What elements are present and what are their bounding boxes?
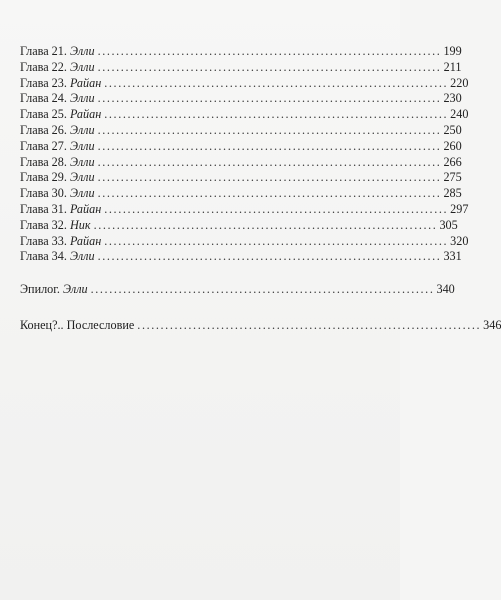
- toc-entry-chapter-30: [20, 186, 462, 202]
- epilogue-page-number: 340: [436, 282, 455, 297]
- dot-leader: ..........................................................................: [97, 59, 442, 74]
- chapter-label: Глава 22.: [20, 59, 67, 74]
- toc-entry-chapter-25: [20, 107, 469, 123]
- dot-leader: ..........................................................................: [97, 91, 442, 106]
- toc-entry-chapter-29: [20, 170, 462, 186]
- chapter-narrator: Элли: [69, 44, 95, 58]
- chapter-label: Глава 27.: [20, 138, 67, 153]
- chapter-label: Глава 33.: [20, 233, 67, 248]
- epilogue-narrator: Элли: [62, 282, 88, 297]
- chapter-page-number: 211: [443, 59, 462, 74]
- dot-leader: ..........................................................................: [97, 170, 442, 185]
- dot-leader: ..........................................................................: [104, 233, 449, 248]
- chapter-page-number: 250: [443, 122, 462, 137]
- chapter-label: Глава 25.: [20, 107, 67, 122]
- chapter-label: Глава 23.: [20, 75, 67, 90]
- chapter-page-number: 275: [443, 170, 462, 185]
- toc-entry-chapter-28: [20, 154, 462, 171]
- chapter-page-number: 240: [450, 107, 469, 122]
- chapter-page-number: 266: [443, 154, 462, 169]
- dot-leader: ..........................................................................: [93, 217, 438, 232]
- toc-entry-epilogue: [20, 282, 455, 298]
- toc-entry-chapter-27: [20, 138, 462, 155]
- chapter-narrator: Ник: [69, 217, 91, 232]
- toc-entry-chapter-22: [20, 59, 462, 76]
- afterword-page-number: 346: [483, 317, 501, 332]
- chapter-narrator: Элли: [69, 59, 95, 74]
- chapter-narrator: Элли: [69, 91, 95, 106]
- toc-entry-chapter-26: [20, 122, 462, 139]
- chapter-label: Глава 31.: [20, 201, 67, 216]
- dot-leader: ..........................................................................: [97, 154, 442, 169]
- chapter-page-number: 297: [450, 201, 469, 216]
- chapter-narrator: Элли: [69, 122, 95, 137]
- dot-leader: ..........................................................................: [104, 75, 449, 90]
- table-of-contents: [20, 44, 501, 334]
- chapter-page-number: 230: [443, 91, 462, 106]
- chapter-page-number: 260: [443, 138, 462, 153]
- chapter-label: Глава 26.: [20, 122, 67, 137]
- chapter-narrator: Райан: [69, 75, 102, 90]
- chapter-label: Глава 30.: [20, 186, 67, 201]
- dot-leader: ..........................................................................: [90, 282, 435, 297]
- toc-entry-chapter-33: [20, 233, 469, 250]
- chapter-page-number: 320: [450, 233, 469, 248]
- toc-entry-chapter-23: [20, 75, 469, 92]
- chapter-narrator: Райан: [69, 201, 102, 216]
- chapter-narrator: Райан: [69, 107, 102, 122]
- chapter-narrator: Элли: [69, 249, 95, 264]
- toc-entry-chapter-24: [20, 91, 462, 107]
- chapter-page-number: 331: [443, 249, 462, 264]
- dot-leader: ..........................................................................: [97, 138, 442, 153]
- toc-entry-chapter-21: [20, 44, 462, 60]
- chapter-label: Глава 34.: [20, 249, 67, 264]
- dot-leader: ..........................................................................: [97, 186, 442, 201]
- toc-entry-afterword: [20, 317, 501, 334]
- chapter-label: Глава 21.: [20, 44, 67, 58]
- chapter-narrator: Элли: [69, 138, 95, 153]
- dot-leader: ..........................................................................: [137, 317, 482, 332]
- chapter-narrator: Элли: [69, 170, 95, 185]
- dot-leader: ..........................................................................: [97, 249, 442, 264]
- toc-entry-chapter-31: [20, 201, 469, 218]
- dot-leader: ..........................................................................: [104, 201, 449, 216]
- chapter-page-number: 199: [443, 44, 462, 58]
- chapter-narrator: Элли: [69, 186, 95, 201]
- chapter-label: Глава 28.: [20, 154, 67, 169]
- chapter-label: Глава 29.: [20, 170, 67, 185]
- chapter-page-number: 220: [450, 75, 469, 90]
- chapter-narrator: Элли: [69, 154, 95, 169]
- toc-entry-chapter-32: [20, 217, 458, 234]
- chapter-label: Глава 32.: [20, 217, 67, 232]
- toc-entry-chapter-34: [20, 249, 462, 265]
- dot-leader: ..........................................................................: [97, 122, 442, 137]
- epilogue-label: Эпилог.: [20, 282, 60, 297]
- afterword-label: Конец?.. Послесловие: [20, 317, 135, 332]
- dot-leader: ..........................................................................: [104, 107, 449, 122]
- dot-leader: ..........................................................................: [97, 44, 442, 58]
- chapter-label: Глава 24.: [20, 91, 67, 106]
- chapter-page-number: 285: [443, 186, 462, 201]
- chapter-page-number: 305: [439, 217, 458, 232]
- chapter-narrator: Райан: [69, 233, 102, 248]
